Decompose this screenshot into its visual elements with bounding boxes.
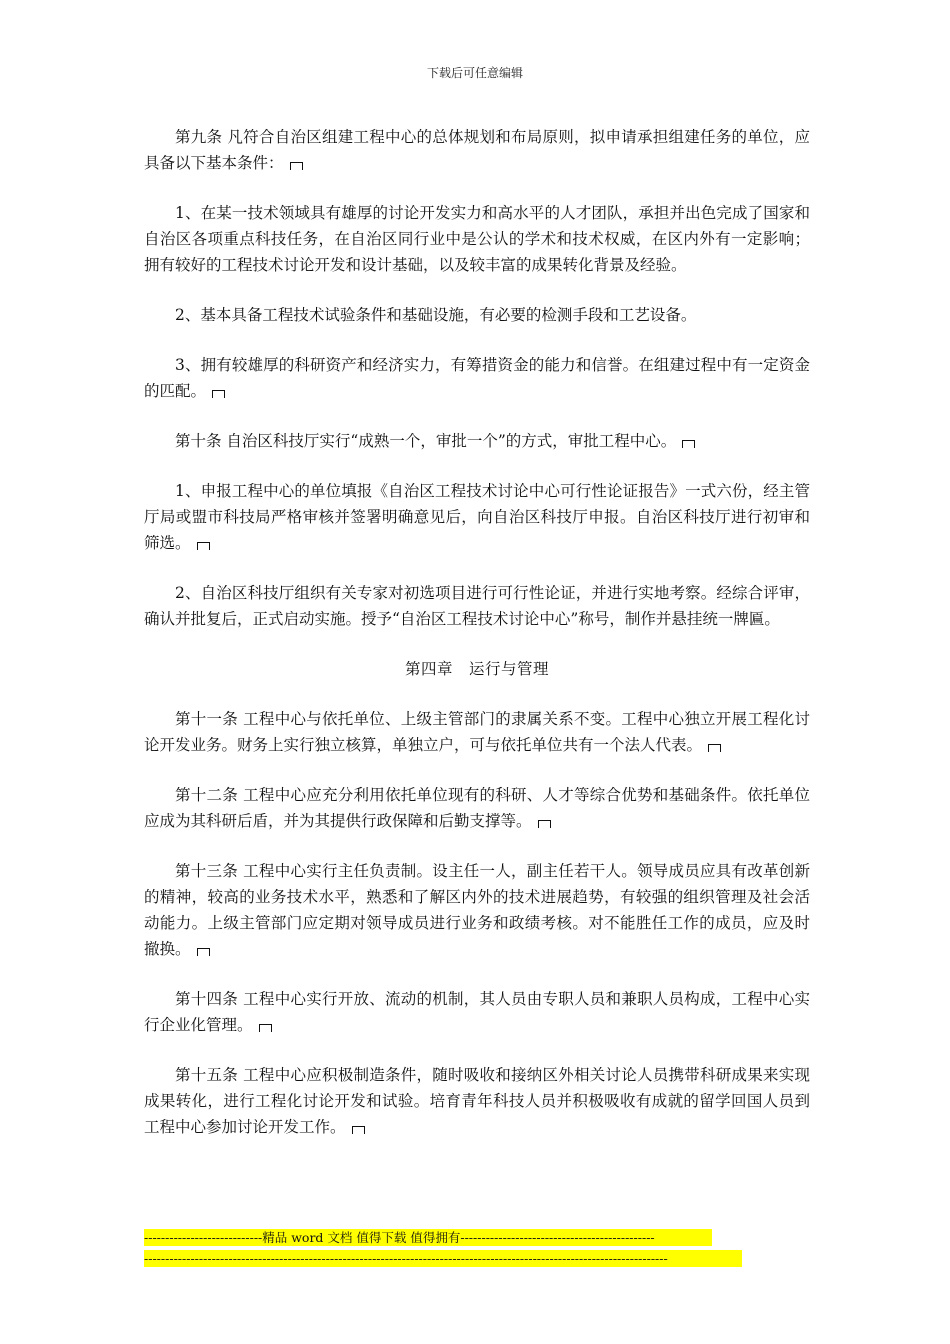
paragraph: 1、在某一技术领域具有雄厚的讨论开发实力和高水平的人才团队，承担并出色完成了国家和自治区各项重点科技任务，在自治区同行业中是公认的学术和技术权威，在区内外有一定影响；拥有较好的工程技术讨论开发和设计基础，以及较丰富的成果转化背景及经验。: [144, 204, 810, 274]
paragraph-mark-icon: [290, 162, 303, 170]
document-body: [144, 124, 810, 1164]
paragraph: 2、自治区科技厅组织有关专家对初选项目进行可行性论证，并进行实地考察。经综合评审，确认并批复后，正式启动实施。授予“自治区工程技术讨论中心”称号，制作并悬挂统一牌匾。: [144, 584, 810, 628]
paragraph: 第十一条 工程中心与依托单位、上级主管部门的隶属关系不变。工程中心独立开展工程化讨论开发业务。财务上实行独立核算，单独立户，可与依托单位共有一个法人代表。: [144, 710, 810, 754]
footer-dash-line: ----------------------------------------------------------------------------------------------------------------------------: [144, 1250, 742, 1267]
paragraph-mark-icon: [352, 1126, 365, 1134]
footer-banner-line: ----------------------------精品 word 文档 值得下载 值得拥有----------------------------------------------: [144, 1229, 712, 1246]
paragraph: 3、拥有较雄厚的科研资产和经济实力，有筹措资金的能力和信誉。在组建过程中有一定资金的匹配。: [144, 356, 810, 400]
page-header: 下载后可任意编辑: [426, 66, 523, 80]
paragraph: 第九条 凡符合自治区组建工程中心的总体规划和布局原则，拟申请承担组建任务的单位，应具备以下基本条件：: [144, 128, 810, 172]
paragraph: 1、申报工程中心的单位填报《自治区工程技术讨论中心可行性论证报告》一式六份，经主管厅局或盟市科技局严格审核并签署明确意见后，向自治区科技厅申报。自治区科技厅进行初审和筛选。: [144, 482, 810, 552]
paragraph: 第十三条 工程中心实行主任负责制。设主任一人，副主任若干人。领导成员应具有改革创新的精神，较高的业务技术水平，熟悉和了解区内外的技术进展趋势，有较强的组织管理及社会活动能力。上级主管部门应定期对领导成员进行业务和政绩考核。对不能胜任工作的成员，应及时撤换。: [144, 862, 810, 958]
paragraph: 第十五条 工程中心应积极制造条件，随时吸收和接纳区外相关讨论人员携带科研成果来实现成果转化，进行工程化讨论开发和试验。培育青年科技人员并积极吸收有成就的留学回国人员到工程中心参加讨论开发工作。: [144, 1066, 810, 1136]
page-footer: [144, 1229, 742, 1271]
paragraph-mark-icon: [197, 542, 210, 550]
paragraph: 第十二条 工程中心应充分利用依托单位现有的科研、人才等综合优势和基础条件。依托单位应成为其科研后盾，并为其提供行政保障和后勤支撑等。: [144, 786, 810, 830]
paragraph: 2、基本具备工程技术试验条件和基础设施，有必要的检测手段和工艺设备。: [175, 306, 697, 324]
paragraph-mark-icon: [682, 440, 695, 448]
paragraph: 第十条 自治区科技厅实行“成熟一个，审批一个”的方式，审批工程中心。: [144, 428, 810, 454]
chapter-heading: 第四章 运行与管理: [404, 660, 549, 678]
paragraph: 第十四条 工程中心实行开放、流动的机制，其人员由专职人员和兼职人员构成，工程中心实行企业化管理。: [144, 990, 810, 1034]
paragraph-mark-icon: [708, 744, 721, 752]
paragraph-mark-icon: [538, 820, 551, 828]
paragraph-mark-icon: [259, 1024, 272, 1032]
paragraph-mark-icon: [212, 390, 225, 398]
paragraph-mark-icon: [197, 948, 210, 956]
